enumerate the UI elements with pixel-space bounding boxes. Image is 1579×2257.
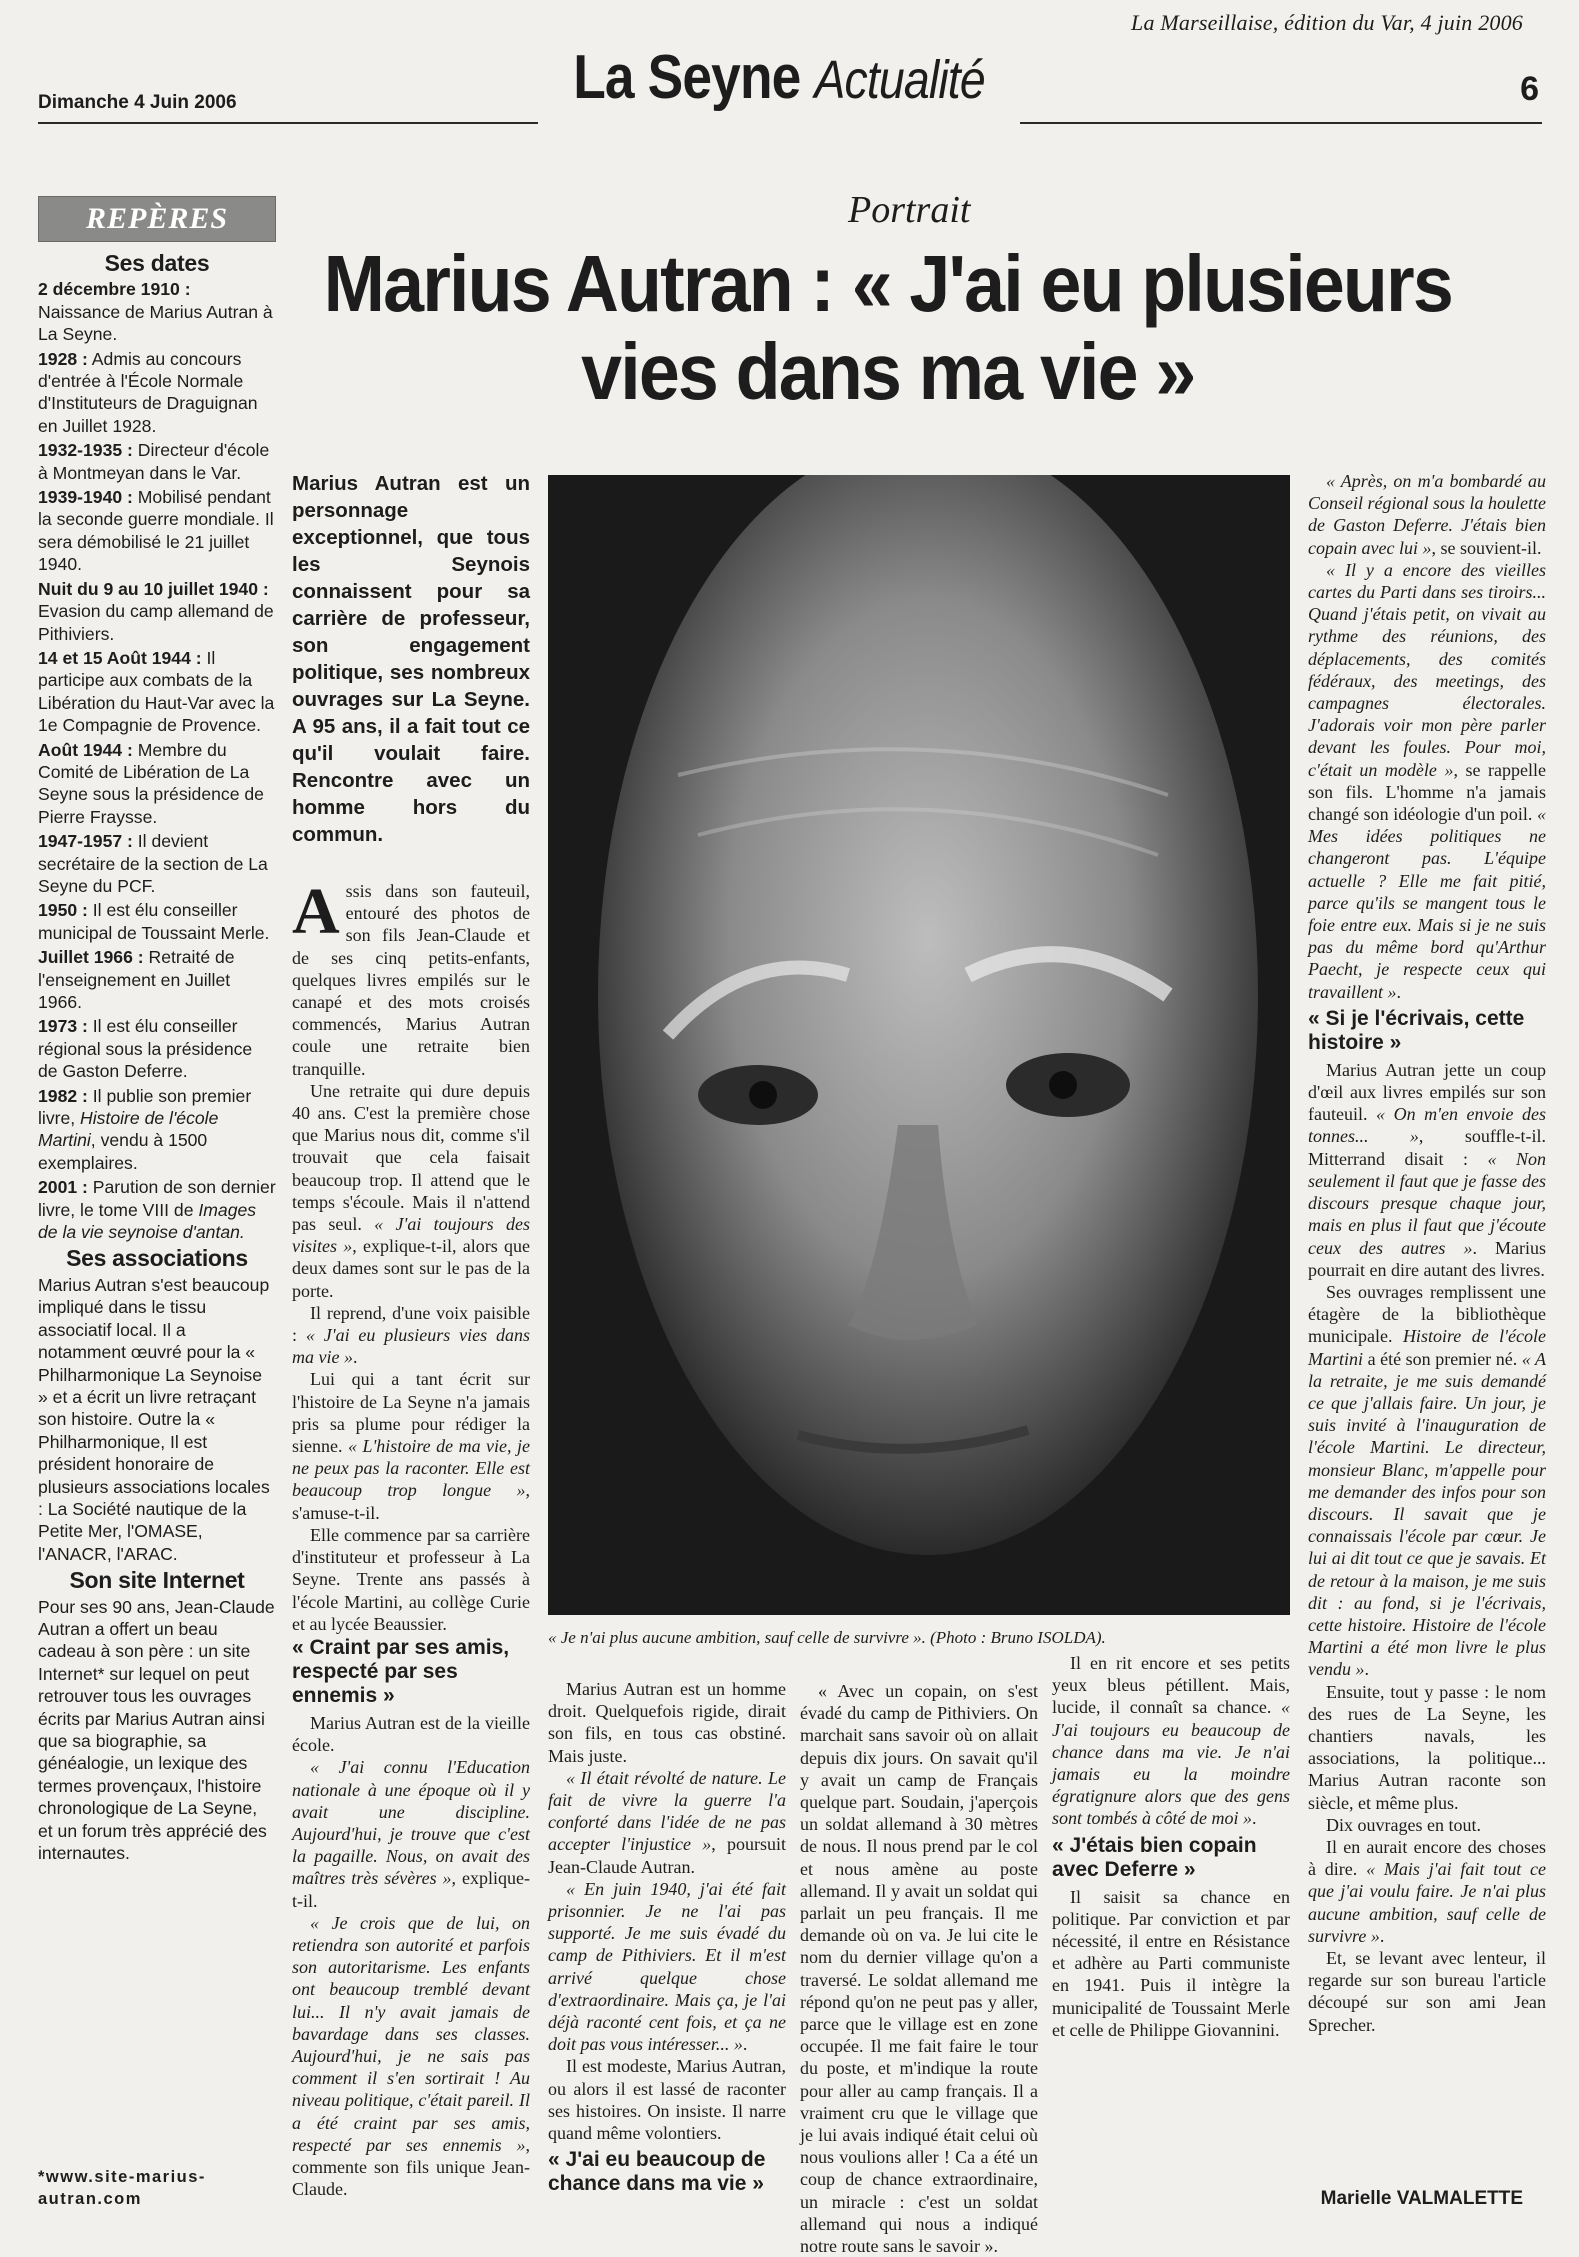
article-column-4 <box>1052 1652 1290 2041</box>
edition-line: La Marseillaise, édition du Var, 4 juin 2006 <box>1131 10 1523 35</box>
dates-heading: Ses dates <box>104 250 210 276</box>
date-entry: 1973 : Il est élu conseiller régional sous la présidence de Gaston Deferre. <box>38 1016 253 1082</box>
date-entry: 1947-1957 : Il devient secrétaire de la section de La Seyne du PCF. <box>38 831 268 896</box>
article-column-1 <box>292 875 531 1635</box>
dates-list <box>38 278 276 1243</box>
paragraph: Marius Autran est de la vieille école. <box>292 1713 530 1756</box>
article-column-2 <box>548 1678 786 2200</box>
header-rule-left <box>38 122 538 124</box>
date-entry: 14 et 15 Août 1944 : Il participe aux combats de la Libération du Haut-Var avec la 1e Compagnie de Provence. <box>38 647 275 736</box>
paragraph: Il en aurait encore des choses à dire. « Mais j'ai fait tout ce que j'ai voulu faire. Je n'ai plus aucune ambition, sauf celle de survivre ». <box>1308 1836 1546 1946</box>
paragraph: « Il y a encore des vieilles cartes du Parti dans ses tiroirs... Quand j'étais petit, on vivait au rythme des réunions, des déplacements, des comités fédéraux, des meetings, des campagnes électorales. J'adorais voir mon père parler devant les foules. Pour moi, c'était un modèle », se rappelle son fils. L'homme n'a jamais changé son idéologie d'un poil. « Mes idées politiques ne changeront pas. L'équipe actuelle ? Elle me fait pitié, parce qu'ils se mangent tous le foie entre eux. Mais si je ne suis pas du même bord qu'Arthur Paecht, je respecte ceux qui travaillent ». <box>1308 559 1546 1002</box>
issue-date: Dimanche 4 Juin 2006 <box>38 92 237 113</box>
paragraph: Il est modeste, Marius Autran, ou alors il est lassé de raconter ses histoires. On insiste. Il narre quand même volontiers. <box>548 2056 786 2144</box>
subheading: « Craint par ses amis, respecté par ses ennemis » <box>292 1636 510 1707</box>
paragraph: Elle commence par sa carrière d'instituteur et professeur à La Seyne. Trente ans passés à l'école Martini, au collège Curie et au lycée Beaussier. <box>292 1524 530 1634</box>
paragraph: Lui qui a tant écrit sur l'histoire de La Seyne n'a jamais pris sa plume pour rédiger la sienne. « L'histoire de ma vie, je ne peux pas la raconter. Elle est beaucoup trop longue », s'amuse-t-il. <box>292 1369 531 1523</box>
paragraph: « En juin 1940, j'ai été fait prisonnier. Je ne l'ai pas supporté. Je me suis évadé du camp de Pithiviers. Et il m'est arrivé quelque chose d'extraordinaire. Mais ça, je l'ai déjà raconté cent fois, et ça ne doit pas vous intéresser... ». <box>548 1878 786 2055</box>
reperes-sidebar <box>38 196 276 1866</box>
paragraph: Dix ouvrages en tout. <box>1326 1814 1481 1835</box>
article-kicker: Portrait <box>848 189 971 231</box>
website-text: Pour ses 90 ans, Jean-Claude Autran a offert un beau cadeau à son père : un site Internet* sur lequel on peut retrouver tous les ouvrages écrits par Marius Autran ainsi que sa biographie, sa généalogie, un lexique des termes provençaux, l'histoire chronologique de La Seyne, et un forum très apprécié des internautes. <box>38 1596 275 1864</box>
article-headline: Marius Autran : « J'ai eu plusieurs vies dans ma vie » <box>323 239 1452 416</box>
article-column-5 <box>1308 470 1546 2036</box>
associations-text: Marius Autran s'est beaucoup impliqué dans le tissu associatif local. Il a notamment œuvré pour la « Philharmonique La Seynoise » et a écrit un livre retraçant son histoire. Outre la « Philharmonique, Il est président honoraire de plusieurs associations locales : La Société nautique de la Petite Mer, l'OMASE, l'ANACR, l'ARAC. <box>38 1274 270 1564</box>
paragraph: « Avec un copain, on s'est évadé du camp de Pithiviers. On marchait sans savoir où on allait depuis dix jours. On savait qu'il y avait un camp de Français quelque part. Soudain, j'aperçois un soldat allemand à 30 mètres de nous. Il nous prend par le col et nous amène au poste allemand. Il y avait un soldat qui parlait un peu français. Il me demande où on va. Je lui cite le nom du dernier village qu'on a traversé. Le soldat allemand me répond qu'on ne peut pas y aller, parce que le village est en zone occupée. Il me fait faire le tour du poste, et m'indique la route pour aller au camp français. Il a vraiment cru que le village que je lui avais indiqué était celui où nous voulions aller ! Ca a été un coup de chance extraordinaire, un miracle : c'est un soldat allemand qui nous a indiqué notre route sans le savoir ». <box>800 1681 1038 2257</box>
date-entry: Juillet 1966 : Retraité de l'enseignement en Juillet 1966. <box>38 947 235 1012</box>
date-entry: 2001 : Parution de son dernier livre, le tome VIII de Images de la vie seynoise d'antan. <box>38 1177 276 1243</box>
header-rule-right <box>1020 122 1542 124</box>
subheading: « J'ai eu beaucoup de chance dans ma vie » <box>548 2148 766 2196</box>
paragraph: « Après, on m'a bombardé au Conseil régional sous la houlette de Gaston Deferre. J'étais bien copain avec lui », se souvient-il. <box>1308 471 1546 558</box>
article-column-3 <box>800 1680 1038 2257</box>
section-title: La Seyne <box>573 43 801 112</box>
associations-heading: Ses associations <box>66 1245 248 1272</box>
subheading: « J'étais bien copain avec Deferre » <box>1052 1833 1257 1881</box>
website-heading: Son site Internet <box>69 1567 245 1594</box>
paragraph: « J'ai connu l'Education nationale à une époque où il y avait une discipline. Aujourd'hui, je trouve que c'est la pagaille. Nous, on avait des maîtres très sévères », explique-t-il. <box>292 1757 530 1911</box>
date-entry: 1939-1940 : Mobilisé pendant la seconde guerre mondiale. Il sera démobilisé le 21 juillet 1940. <box>38 487 274 575</box>
drop-cap: A <box>292 875 340 948</box>
paragraph: « Je crois que de lui, on retiendra son autorité et parfois son autoritarisme. Les enfants ont beaucoup tremblé devant lui... Il n'y avait jamais de bavardage dans ses classes. Aujourd'hui, je ne sais pas comment il s'en sortirait ! Au niveau politique, c'était pareil. Il a été craint par ses amis, respecté par ses ennemis », commente son fils unique Jean-Claude. <box>292 1912 530 2200</box>
paragraph: « Il était révolté de nature. Le fait de vivre la guerre l'a conforté dans l'idée de ne pas accepter l'injustice », poursuit Jean-Claude Autran. <box>548 1767 786 1877</box>
paragraph: Il reprend, d'une voix paisible : « J'ai eu plusieurs vies dans ma vie ». <box>292 1302 530 1368</box>
reperes-box-title: REPÈRES <box>38 196 276 242</box>
photo-caption: « Je n'ai plus aucune ambition, sauf celle de survivre ». (Photo : Bruno ISOLDA). <box>548 1628 1106 1647</box>
date-entry: 2 décembre 1910 : Naissance de Marius Autran à La Seyne. <box>38 279 273 345</box>
page-number: 6 <box>1520 70 1539 108</box>
paragraph: Il en rit encore et ses petits yeux bleus pétillent. Mais, lucide, il connaît sa chance. « J'ai toujours eu beaucoup de chance dans ma vie. Je n'ai jamais eu la moindre égratignure alors que des gens sont tombés à côté de moi ». <box>1052 1653 1290 1829</box>
portrait-photo <box>548 475 1290 1615</box>
date-entry: 1950 : Il est élu conseiller municipal de Toussaint Merle. <box>38 900 270 943</box>
section-subtitle: Actualité <box>814 50 985 110</box>
paragraph: Une retraite qui dure depuis 40 ans. C'est la première chose que Marius nous dit, comme s'il trouvait que cela faisait beaucoup trop. Il attend que le temps s'écoule. Mais il n'attend pas seul. « J'ai toujours des visites », explique-t-il, alors que deux dames sont sur le pas de la porte. <box>292 1080 531 1301</box>
date-entry: 1932-1935 : Directeur d'école à Montmeyan dans le Var. <box>38 440 270 483</box>
paragraph: Marius Autran jette un coup d'œil aux livres empilés sur son fauteuil. « On m'en envoie des tonnes... », souffle-t-il. Mitterrand disait : « Non seulement il faut que je fasse des discours presque chaque jour, mais en plus il faut que j'écoute ceux des autres ». Marius pourrait en dire autant des livres. <box>1308 1059 1546 1280</box>
paragraph: Il saisit sa chance en politique. Par conviction et par nécessité, il entre en Résistance et adhère au Parti communiste en 1941. Puis il intègre la municipalité de Toussaint Merle et celle de Philippe Giovannini. <box>1052 1886 1290 2040</box>
opening-paragraph: Assis dans son fauteuil, entouré des photos de son fils Jean-Claude et de ses cinq petits-enfants, quelques livres empilés sur le canapé et des mots croisés commencés, Marius Autran coule une retraite bien tranquille. <box>292 875 530 1079</box>
paragraph: Et, se levant avec lenteur, il regarde sur son bureau l'article découpé sur son ami Jean Sprecher. <box>1308 1948 1546 2035</box>
article-column-1-bottom <box>292 1632 530 2200</box>
date-entry: 1982 : Il publie son premier livre, Histoire de l'école Martini, vendu à 1500 exemplaires. <box>38 1085 252 1173</box>
paragraph: Marius Autran est un homme droit. Quelquefois rigide, dirait son fils, en tous cas obstiné. Mais juste. <box>548 1679 786 1766</box>
website-footnote: *www.site-marius-autran.com <box>38 2168 206 2208</box>
article-lead: Marius Autran est un personnage exceptionnel, que tous les Seynois connaissent pour sa carrière de professeur, son engagement politique, ses nombreux ouvrages sur La Seyne. A 95 ans, il a fait tout ce qu'il voulait faire. Rencontre avec un homme hors du commun. <box>292 472 530 846</box>
subheading: « Si je l'écrivais, cette histoire » <box>1308 1006 1525 1054</box>
date-entry: Août 1944 : Membre du Comité de Libération de La Seyne sous la présidence de Pierre Fraysse. <box>38 739 264 827</box>
paragraph: Ensuite, tout y passe : le nom des rues de La Seyne, les chantiers navals, les associations, la politique... Marius Autran raconte son siècle, et même plus. <box>1308 1681 1546 1813</box>
paragraph: Ses ouvrages remplissent une étagère de la bibliothèque municipale. Histoire de l'école Martini a été son premier né. « A la retraite, je me suis demandé ce que j'allais faire. Un jour, je suis invité à l'inauguration de l'école Martini. Le directeur, monsieur Blanc, m'appelle pour me demander des infos pour son discours. Il savait que je connaissais l'école par cœur. Je lui ai dit tout ce que je savais. Et de retour à la maison, je me suis dit : au fond, si je l'écrivais, cette histoire. Histoire de l'école Martini a été mon livre le plus vendu ». <box>1308 1281 1547 1680</box>
date-entry: Nuit du 9 au 10 juillet 1940 : Evasion du camp allemand de Pithiviers. <box>38 578 274 644</box>
portrait-illustration <box>548 475 1290 1615</box>
date-entry: 1928 : Admis au concours d'entrée à l'École Normale d'Instituteurs de Draguignan en Juillet 1928. <box>38 348 258 436</box>
section-masthead <box>572 42 987 113</box>
author-byline: Marielle VALMALETTE <box>1320 2188 1523 2209</box>
